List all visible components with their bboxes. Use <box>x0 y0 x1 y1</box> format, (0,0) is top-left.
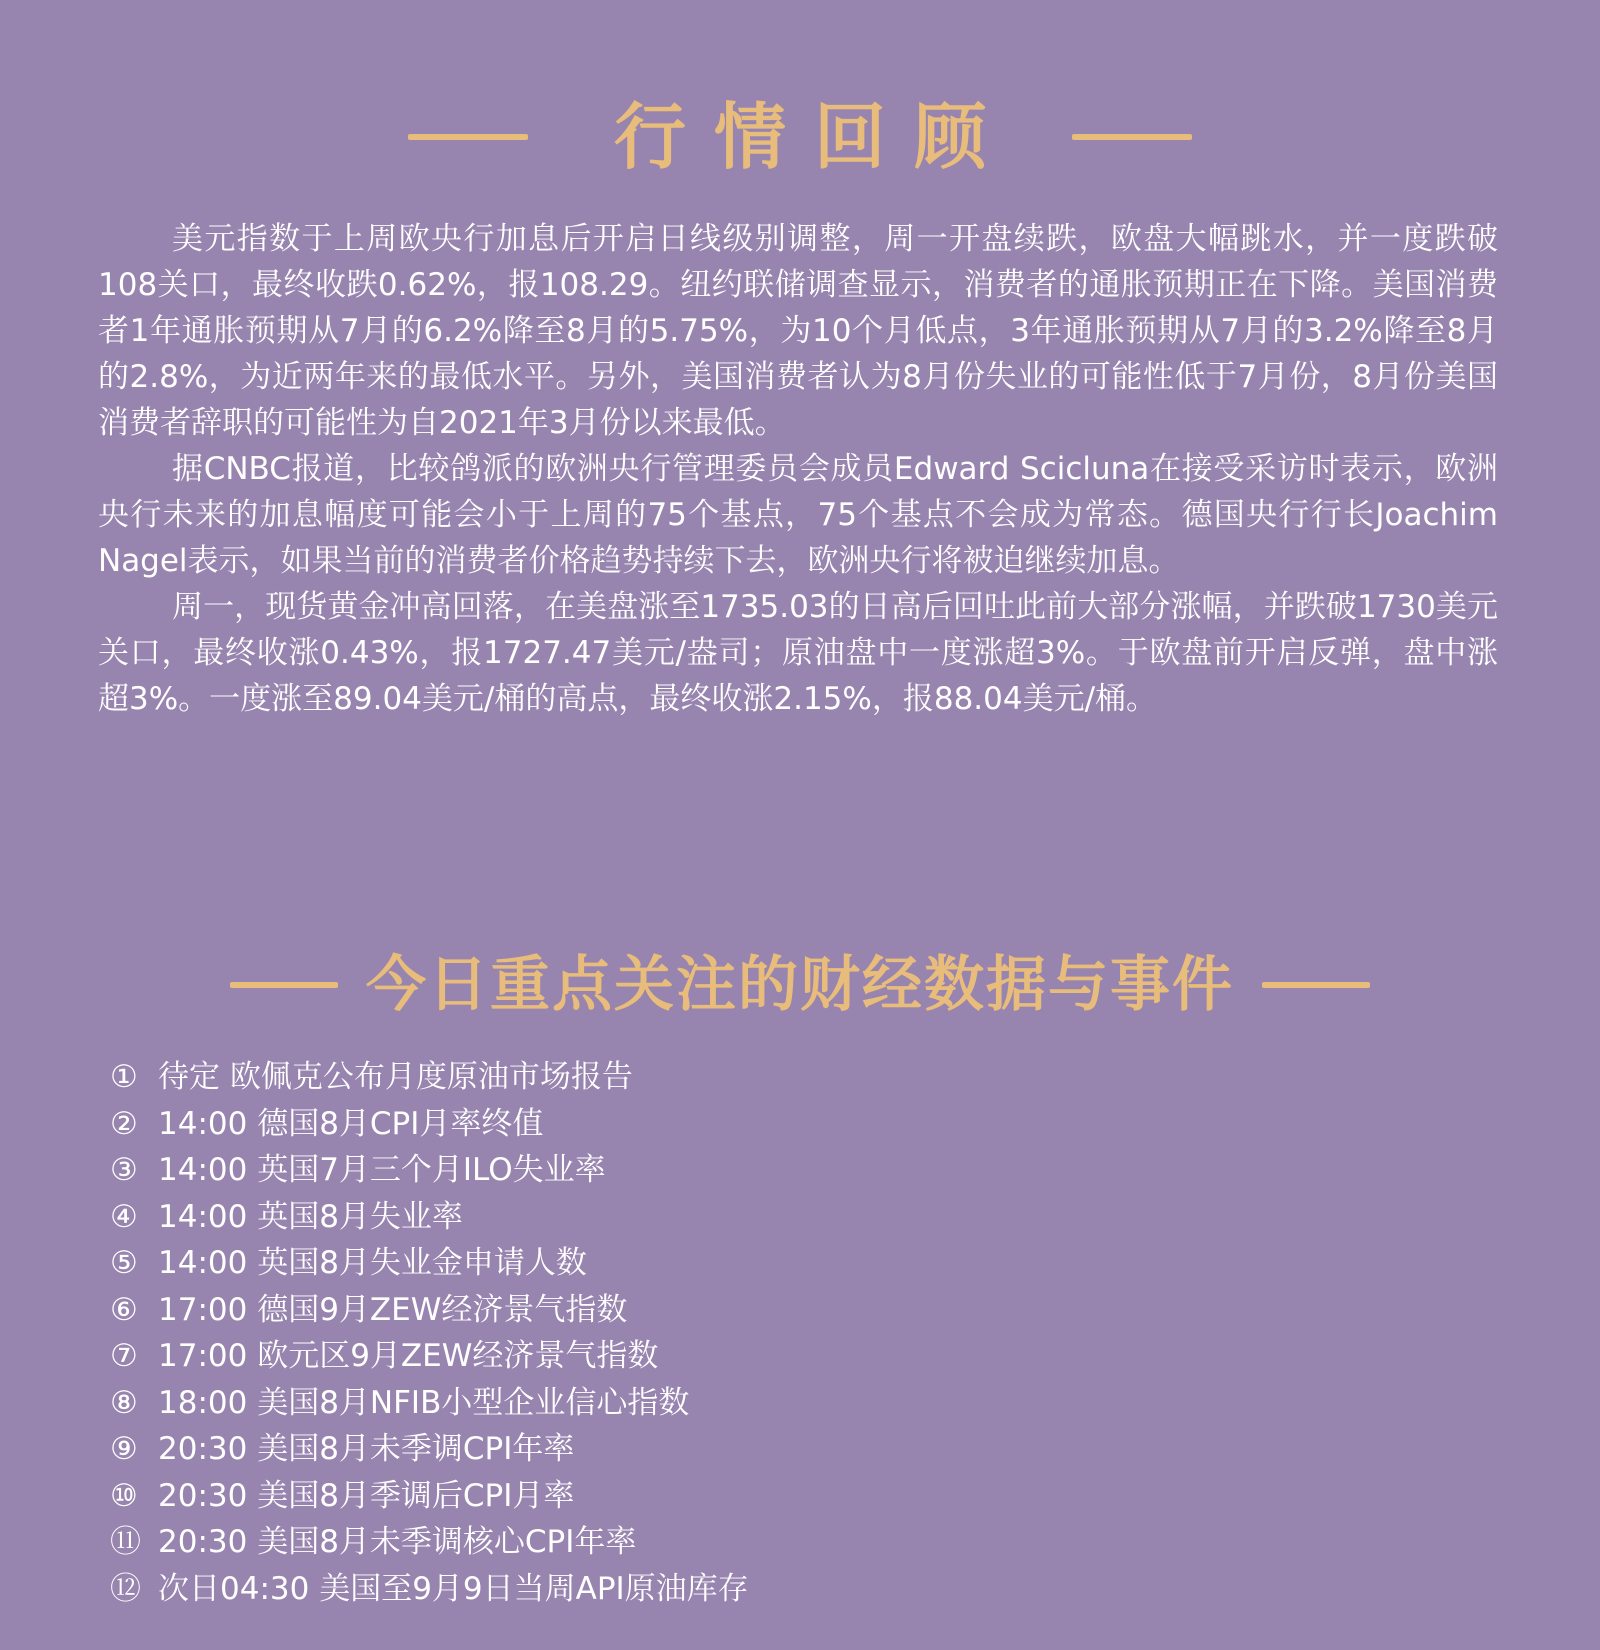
review-paragraph-gold-oil: 周一，现货黄金冲高回落，在美盘涨至1735.03的日高后回吐此前大部分涨幅，并跌破1730美元关口，最终收涨0.43%，报1727.47美元/盎司；原油盘中一度涨超3%。于欧盘前开启反弹，盘中涨超3%。一度涨至89.04美元/桶的高点，最终收涨2.15%，报88.04美元/桶。 <box>98 589 1498 717</box>
event-number: ⑪ <box>110 1524 141 1560</box>
header-left-dash <box>408 134 528 140</box>
list-item <box>110 1519 1410 1566</box>
event-number: ⑥ <box>110 1291 138 1328</box>
event-text: 17:00 欧元区9月ZEW经济景气指数 <box>158 1338 659 1374</box>
event-text: 18:00 美国8月NFIB小型企业信心指数 <box>158 1384 690 1421</box>
list-item <box>110 1054 1410 1101</box>
event-number: ⑧ <box>110 1384 138 1421</box>
header-right-dash <box>1262 982 1370 988</box>
focus-section-header <box>0 940 1600 1030</box>
event-list <box>110 1054 1410 1612</box>
list-item <box>110 1287 1410 1334</box>
review-title: 行情回顾 <box>613 95 1014 179</box>
list-item <box>110 1101 1410 1148</box>
list-item <box>110 1147 1410 1194</box>
list-item <box>110 1333 1410 1380</box>
header-right-dash <box>1072 134 1192 140</box>
event-text: 待定 欧佩克公布月度原油市场报告 <box>158 1059 633 1095</box>
event-text: 14:00 英国8月失业金申请人数 <box>158 1245 587 1281</box>
event-text: 14:00 英国7月三个月ILO失业率 <box>158 1152 606 1188</box>
list-item <box>110 1473 1410 1520</box>
event-text: 20:30 美国8月未季调CPI年率 <box>158 1431 575 1467</box>
list-item <box>110 1426 1410 1473</box>
list-item <box>110 1194 1410 1241</box>
event-text: 20:30 美国8月未季调核心CPI年率 <box>158 1524 637 1560</box>
event-text: 14:00 德国8月CPI月率终值 <box>158 1105 544 1142</box>
event-number: ⑩ <box>110 1477 138 1514</box>
event-text: 20:30 美国8月季调后CPI月率 <box>158 1477 575 1514</box>
review-body <box>98 216 1498 722</box>
review-section-header <box>0 92 1600 182</box>
list-item <box>110 1566 1410 1613</box>
event-number: ① <box>110 1059 138 1095</box>
review-paragraph-dollar: 美元指数于上周欧央行加息后开启日线级别调整，周一开盘续跌，欧盘大幅跳水，并一度跌破108关口，最终收跌0.62%，报108.29。纽约联储调查显示，消费者的通胀预期正在下降。美国消费者1年通胀预期从7月的6.2%降至8月的5.75%，为10个月低点，3年通胀预期从7月的3.2%降至8月的2.8%，为近两年来的最低水平。另外，美国消费者认为8月份失业的可能性低于7月份，8月份美国消费者辞职的可能性为自2021年3月份以来最低。 <box>98 221 1498 441</box>
review-paragraph-ecb: 据CNBC报道，比较鸽派的欧洲央行管理委员会成员Edward Scicluna在接受采访时表示，欧洲央行未来的加息幅度可能会小于上周的75个基点，75个基点不会成为常态。德国央行行长Joachim Nagel表示，如果当前的消费者价格趋势持续下去，欧洲央行将被迫继续加息。 <box>98 451 1498 579</box>
focus-title: 今日重点关注的财经数据与事件 <box>366 950 1234 1020</box>
event-number: ④ <box>110 1198 138 1235</box>
event-number: ③ <box>110 1152 138 1188</box>
event-number: ⑫ <box>110 1570 141 1607</box>
event-text: 14:00 英国8月失业率 <box>158 1198 463 1235</box>
event-text: 次日04:30 美国至9月9日当周API原油库存 <box>158 1570 749 1607</box>
list-item <box>110 1380 1410 1427</box>
list-item <box>110 1240 1410 1287</box>
event-text: 17:00 德国9月ZEW经济景气指数 <box>158 1291 628 1328</box>
header-left-dash <box>230 982 338 988</box>
event-number: ⑤ <box>110 1245 138 1281</box>
event-number: ⑦ <box>110 1338 138 1374</box>
event-number: ⑨ <box>110 1431 138 1467</box>
event-number: ② <box>110 1105 138 1142</box>
